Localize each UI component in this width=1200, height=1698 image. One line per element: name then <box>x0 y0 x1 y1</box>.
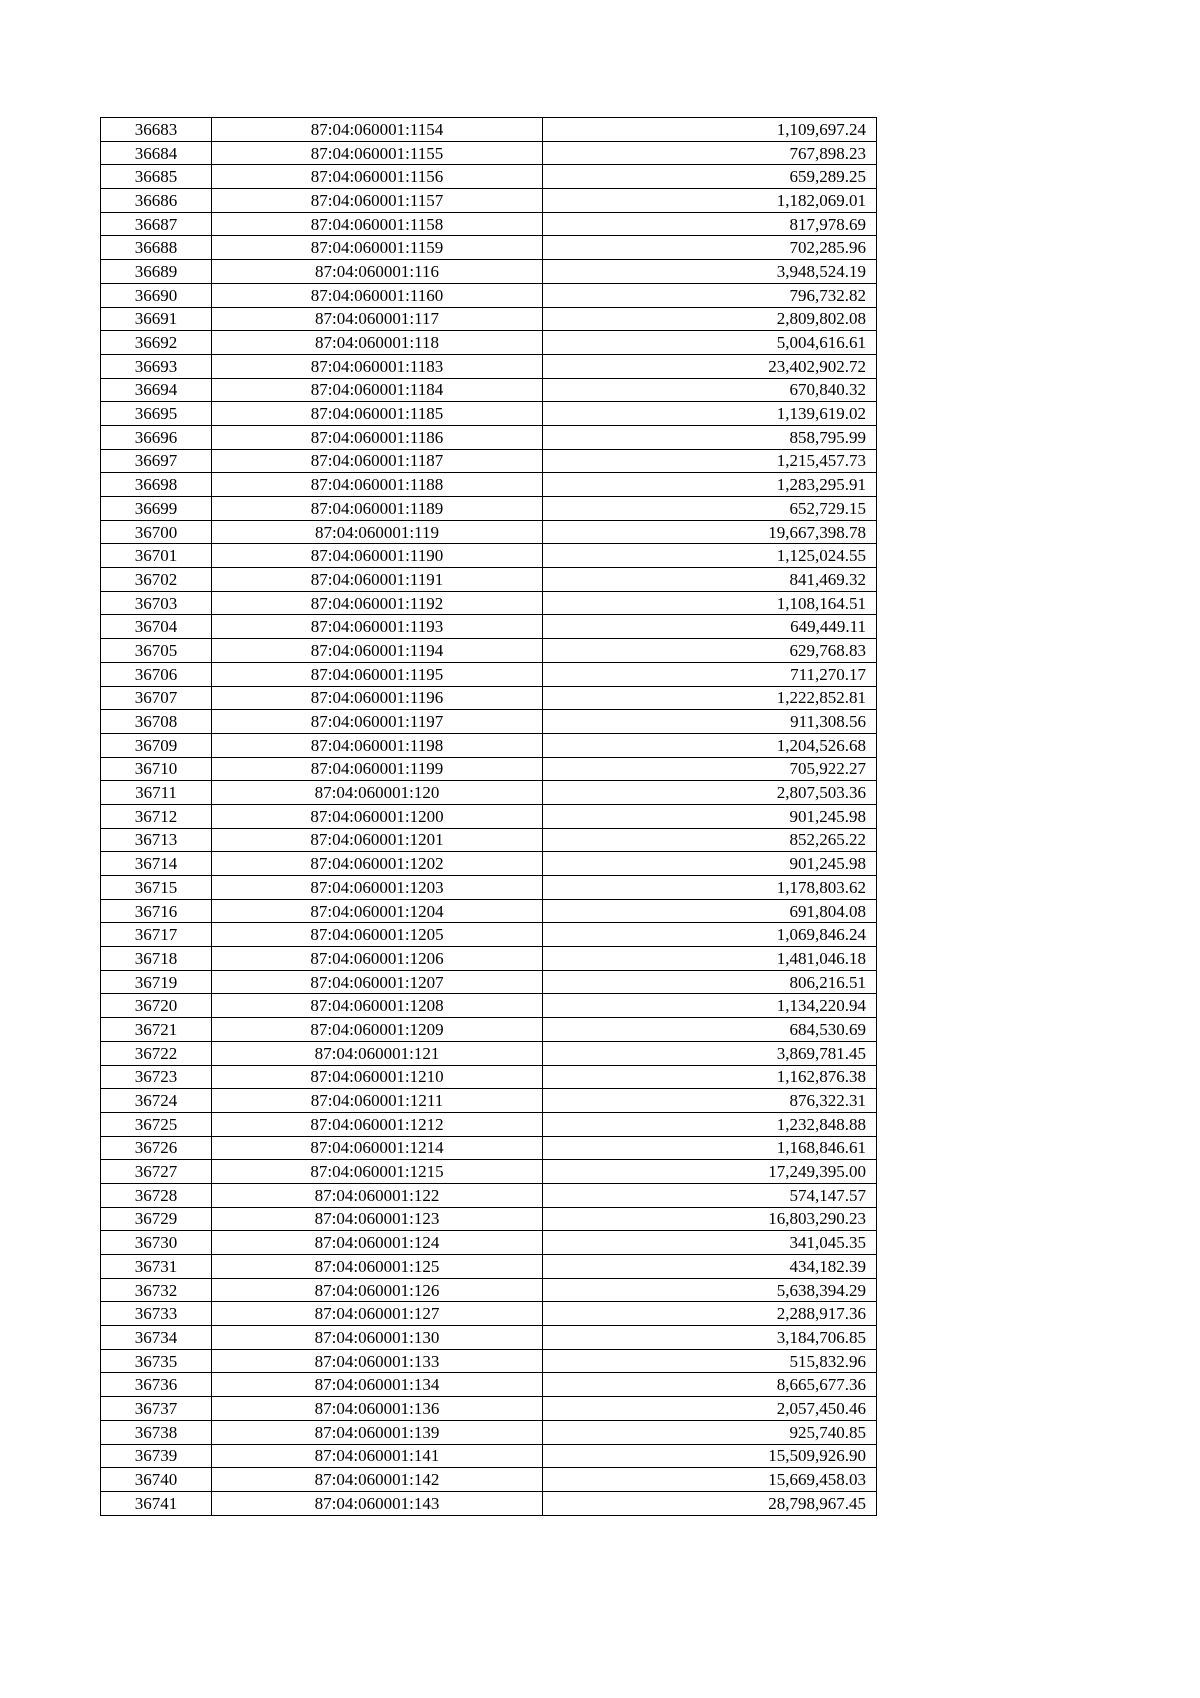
table-row <box>101 1468 877 1492</box>
table-row <box>101 733 877 757</box>
value-cell: 702,285.96 <box>543 236 877 260</box>
row-number-cell: 36710 <box>101 757 212 781</box>
row-number-cell: 36697 <box>101 449 212 473</box>
cadastral-number-cell: 87:04:060001:1188 <box>212 473 543 497</box>
table-row <box>101 425 877 449</box>
cadastral-number-cell: 87:04:060001:118 <box>212 331 543 355</box>
table-row <box>101 947 877 971</box>
row-number-cell: 36724 <box>101 1089 212 1113</box>
row-number-cell: 36729 <box>101 1207 212 1231</box>
table-row <box>101 236 877 260</box>
table-row <box>101 1397 877 1421</box>
cadastral-number-cell: 87:04:060001:1187 <box>212 449 543 473</box>
row-number-cell: 36716 <box>101 899 212 923</box>
value-cell: 841,469.32 <box>543 568 877 592</box>
row-number-cell: 36689 <box>101 260 212 284</box>
table-row <box>101 1373 877 1397</box>
cadastral-number-cell: 87:04:060001:141 <box>212 1444 543 1468</box>
records-table-body <box>101 118 877 1516</box>
row-number-cell: 36694 <box>101 378 212 402</box>
value-cell: 5,004,616.61 <box>543 331 877 355</box>
row-number-cell: 36732 <box>101 1278 212 1302</box>
value-cell: 670,840.32 <box>543 378 877 402</box>
table-row <box>101 260 877 284</box>
value-cell: 796,732.82 <box>543 283 877 307</box>
row-number-cell: 36736 <box>101 1373 212 1397</box>
value-cell: 691,804.08 <box>543 899 877 923</box>
table-row <box>101 1041 877 1065</box>
table-row <box>101 899 877 923</box>
value-cell: 817,978.69 <box>543 212 877 236</box>
table-row <box>101 1065 877 1089</box>
value-cell: 515,832.96 <box>543 1349 877 1373</box>
cadastral-number-cell: 87:04:060001:1157 <box>212 189 543 213</box>
cadastral-number-cell: 87:04:060001:139 <box>212 1420 543 1444</box>
value-cell: 1,283,295.91 <box>543 473 877 497</box>
table-row <box>101 520 877 544</box>
value-cell: 711,270.17 <box>543 662 877 686</box>
row-number-cell: 36684 <box>101 141 212 165</box>
cadastral-number-cell: 87:04:060001:1215 <box>212 1160 543 1184</box>
row-number-cell: 36709 <box>101 733 212 757</box>
table-row <box>101 757 877 781</box>
row-number-cell: 36698 <box>101 473 212 497</box>
value-cell: 852,265.22 <box>543 828 877 852</box>
value-cell: 15,509,926.90 <box>543 1444 877 1468</box>
table-row <box>101 828 877 852</box>
value-cell: 767,898.23 <box>543 141 877 165</box>
table-row <box>101 1420 877 1444</box>
table-row <box>101 402 877 426</box>
cadastral-number-cell: 87:04:060001:1154 <box>212 118 543 142</box>
value-cell: 901,245.98 <box>543 852 877 876</box>
value-cell: 5,638,394.29 <box>543 1278 877 1302</box>
table-row <box>101 141 877 165</box>
table-row <box>101 1231 877 1255</box>
cadastral-number-cell: 87:04:060001:1209 <box>212 1018 543 1042</box>
value-cell: 2,288,917.36 <box>543 1302 877 1326</box>
table-row <box>101 970 877 994</box>
value-cell: 2,057,450.46 <box>543 1397 877 1421</box>
value-cell: 1,481,046.18 <box>543 947 877 971</box>
row-number-cell: 36722 <box>101 1041 212 1065</box>
value-cell: 806,216.51 <box>543 970 877 994</box>
table-row <box>101 544 877 568</box>
cadastral-number-cell: 87:04:060001:119 <box>212 520 543 544</box>
row-number-cell: 36726 <box>101 1136 212 1160</box>
table-row <box>101 1183 877 1207</box>
cadastral-number-cell: 87:04:060001:1203 <box>212 876 543 900</box>
cadastral-number-cell: 87:04:060001:1186 <box>212 425 543 449</box>
row-number-cell: 36727 <box>101 1160 212 1184</box>
value-cell: 1,134,220.94 <box>543 994 877 1018</box>
row-number-cell: 36688 <box>101 236 212 260</box>
value-cell: 1,182,069.01 <box>543 189 877 213</box>
table-row <box>101 165 877 189</box>
table-row <box>101 1278 877 1302</box>
row-number-cell: 36719 <box>101 970 212 994</box>
table-row <box>101 710 877 734</box>
cadastral-number-cell: 87:04:060001:117 <box>212 307 543 331</box>
cadastral-number-cell: 87:04:060001:1204 <box>212 899 543 923</box>
cadastral-number-cell: 87:04:060001:143 <box>212 1491 543 1515</box>
row-number-cell: 36706 <box>101 662 212 686</box>
table-row <box>101 378 877 402</box>
cadastral-number-cell: 87:04:060001:123 <box>212 1207 543 1231</box>
value-cell: 434,182.39 <box>543 1255 877 1279</box>
table-row <box>101 568 877 592</box>
table-row <box>101 804 877 828</box>
row-number-cell: 36738 <box>101 1420 212 1444</box>
value-cell: 17,249,395.00 <box>543 1160 877 1184</box>
cadastral-number-cell: 87:04:060001:127 <box>212 1302 543 1326</box>
table-row <box>101 1160 877 1184</box>
table-row <box>101 591 877 615</box>
value-cell: 1,168,846.61 <box>543 1136 877 1160</box>
value-cell: 23,402,902.72 <box>543 354 877 378</box>
table-row <box>101 1302 877 1326</box>
value-cell: 684,530.69 <box>543 1018 877 1042</box>
table-row <box>101 473 877 497</box>
value-cell: 705,922.27 <box>543 757 877 781</box>
row-number-cell: 36720 <box>101 994 212 1018</box>
cadastral-number-cell: 87:04:060001:120 <box>212 781 543 805</box>
row-number-cell: 36737 <box>101 1397 212 1421</box>
value-cell: 876,322.31 <box>543 1089 877 1113</box>
value-cell: 1,069,846.24 <box>543 923 877 947</box>
value-cell: 1,178,803.62 <box>543 876 877 900</box>
row-number-cell: 36728 <box>101 1183 212 1207</box>
row-number-cell: 36725 <box>101 1112 212 1136</box>
table-row <box>101 331 877 355</box>
table-row <box>101 1349 877 1373</box>
cadastral-number-cell: 87:04:060001:136 <box>212 1397 543 1421</box>
cadastral-number-cell: 87:04:060001:1184 <box>212 378 543 402</box>
table-row <box>101 1112 877 1136</box>
value-cell: 925,740.85 <box>543 1420 877 1444</box>
row-number-cell: 36723 <box>101 1065 212 1089</box>
cadastral-number-cell: 87:04:060001:116 <box>212 260 543 284</box>
value-cell: 574,147.57 <box>543 1183 877 1207</box>
table-row <box>101 1089 877 1113</box>
value-cell: 15,669,458.03 <box>543 1468 877 1492</box>
table-row <box>101 923 877 947</box>
value-cell: 1,125,024.55 <box>543 544 877 568</box>
value-cell: 1,222,852.81 <box>543 686 877 710</box>
row-number-cell: 36700 <box>101 520 212 544</box>
table-row <box>101 449 877 473</box>
row-number-cell: 36686 <box>101 189 212 213</box>
cadastral-number-cell: 87:04:060001:126 <box>212 1278 543 1302</box>
cadastral-number-cell: 87:04:060001:1206 <box>212 947 543 971</box>
value-cell: 911,308.56 <box>543 710 877 734</box>
row-number-cell: 36730 <box>101 1231 212 1255</box>
value-cell: 1,162,876.38 <box>543 1065 877 1089</box>
table-row <box>101 497 877 521</box>
row-number-cell: 36704 <box>101 615 212 639</box>
row-number-cell: 36693 <box>101 354 212 378</box>
row-number-cell: 36707 <box>101 686 212 710</box>
cadastral-number-cell: 87:04:060001:1183 <box>212 354 543 378</box>
table-row <box>101 852 877 876</box>
cadastral-number-cell: 87:04:060001:1200 <box>212 804 543 828</box>
cadastral-number-cell: 87:04:060001:1158 <box>212 212 543 236</box>
value-cell: 28,798,967.45 <box>543 1491 877 1515</box>
table-row <box>101 876 877 900</box>
cadastral-number-cell: 87:04:060001:1159 <box>212 236 543 260</box>
row-number-cell: 36711 <box>101 781 212 805</box>
cadastral-number-cell: 87:04:060001:1205 <box>212 923 543 947</box>
value-cell: 652,729.15 <box>543 497 877 521</box>
table-row <box>101 781 877 805</box>
table-row <box>101 212 877 236</box>
table-row <box>101 354 877 378</box>
cadastral-number-cell: 87:04:060001:1191 <box>212 568 543 592</box>
table-row <box>101 639 877 663</box>
cadastral-number-cell: 87:04:060001:1185 <box>212 402 543 426</box>
cadastral-number-cell: 87:04:060001:121 <box>212 1041 543 1065</box>
row-number-cell: 36687 <box>101 212 212 236</box>
row-number-cell: 36739 <box>101 1444 212 1468</box>
row-number-cell: 36685 <box>101 165 212 189</box>
value-cell: 2,807,503.36 <box>543 781 877 805</box>
value-cell: 1,108,164.51 <box>543 591 877 615</box>
value-cell: 1,139,619.02 <box>543 402 877 426</box>
value-cell: 649,449.11 <box>543 615 877 639</box>
cadastral-number-cell: 87:04:060001:1211 <box>212 1089 543 1113</box>
cadastral-number-cell: 87:04:060001:1192 <box>212 591 543 615</box>
row-number-cell: 36683 <box>101 118 212 142</box>
value-cell: 1,204,526.68 <box>543 733 877 757</box>
value-cell: 3,948,524.19 <box>543 260 877 284</box>
table-row <box>101 1444 877 1468</box>
cadastral-number-cell: 87:04:060001:1210 <box>212 1065 543 1089</box>
value-cell: 629,768.83 <box>543 639 877 663</box>
row-number-cell: 36740 <box>101 1468 212 1492</box>
value-cell: 3,869,781.45 <box>543 1041 877 1065</box>
row-number-cell: 36708 <box>101 710 212 734</box>
cadastral-number-cell: 87:04:060001:142 <box>212 1468 543 1492</box>
value-cell: 858,795.99 <box>543 425 877 449</box>
row-number-cell: 36733 <box>101 1302 212 1326</box>
cadastral-number-cell: 87:04:060001:130 <box>212 1326 543 1350</box>
cadastral-number-cell: 87:04:060001:1155 <box>212 141 543 165</box>
cadastral-number-cell: 87:04:060001:125 <box>212 1255 543 1279</box>
table-row <box>101 1207 877 1231</box>
cadastral-number-cell: 87:04:060001:1160 <box>212 283 543 307</box>
table-row <box>101 1018 877 1042</box>
value-cell: 1,109,697.24 <box>543 118 877 142</box>
cadastral-number-cell: 87:04:060001:122 <box>212 1183 543 1207</box>
row-number-cell: 36701 <box>101 544 212 568</box>
cadastral-number-cell: 87:04:060001:1156 <box>212 165 543 189</box>
row-number-cell: 36699 <box>101 497 212 521</box>
cadastral-number-cell: 87:04:060001:1196 <box>212 686 543 710</box>
row-number-cell: 36717 <box>101 923 212 947</box>
cadastral-number-cell: 87:04:060001:1190 <box>212 544 543 568</box>
row-number-cell: 36691 <box>101 307 212 331</box>
cadastral-number-cell: 87:04:060001:1193 <box>212 615 543 639</box>
row-number-cell: 36695 <box>101 402 212 426</box>
value-cell: 8,665,677.36 <box>543 1373 877 1397</box>
value-cell: 16,803,290.23 <box>543 1207 877 1231</box>
row-number-cell: 36735 <box>101 1349 212 1373</box>
table-row <box>101 686 877 710</box>
records-table <box>100 117 877 1516</box>
cadastral-number-cell: 87:04:060001:124 <box>212 1231 543 1255</box>
cadastral-number-cell: 87:04:060001:1207 <box>212 970 543 994</box>
table-row <box>101 994 877 1018</box>
cadastral-number-cell: 87:04:060001:1214 <box>212 1136 543 1160</box>
table-row <box>101 1255 877 1279</box>
cadastral-number-cell: 87:04:060001:1202 <box>212 852 543 876</box>
cadastral-number-cell: 87:04:060001:133 <box>212 1349 543 1373</box>
cadastral-number-cell: 87:04:060001:1197 <box>212 710 543 734</box>
cadastral-number-cell: 87:04:060001:1195 <box>212 662 543 686</box>
cadastral-number-cell: 87:04:060001:1212 <box>212 1112 543 1136</box>
row-number-cell: 36712 <box>101 804 212 828</box>
row-number-cell: 36718 <box>101 947 212 971</box>
row-number-cell: 36702 <box>101 568 212 592</box>
table-row <box>101 283 877 307</box>
table-row <box>101 615 877 639</box>
row-number-cell: 36731 <box>101 1255 212 1279</box>
value-cell: 19,667,398.78 <box>543 520 877 544</box>
value-cell: 659,289.25 <box>543 165 877 189</box>
table-row <box>101 118 877 142</box>
cadastral-number-cell: 87:04:060001:1201 <box>212 828 543 852</box>
value-cell: 1,232,848.88 <box>543 1112 877 1136</box>
row-number-cell: 36703 <box>101 591 212 615</box>
row-number-cell: 36715 <box>101 876 212 900</box>
table-row <box>101 1491 877 1515</box>
value-cell: 341,045.35 <box>543 1231 877 1255</box>
cadastral-number-cell: 87:04:060001:1194 <box>212 639 543 663</box>
table-row <box>101 662 877 686</box>
row-number-cell: 36696 <box>101 425 212 449</box>
cadastral-number-cell: 87:04:060001:1208 <box>212 994 543 1018</box>
table-row <box>101 189 877 213</box>
row-number-cell: 36741 <box>101 1491 212 1515</box>
table-row <box>101 1326 877 1350</box>
cadastral-number-cell: 87:04:060001:1199 <box>212 757 543 781</box>
value-cell: 1,215,457.73 <box>543 449 877 473</box>
cadastral-number-cell: 87:04:060001:134 <box>212 1373 543 1397</box>
value-cell: 2,809,802.08 <box>543 307 877 331</box>
row-number-cell: 36713 <box>101 828 212 852</box>
value-cell: 901,245.98 <box>543 804 877 828</box>
row-number-cell: 36734 <box>101 1326 212 1350</box>
row-number-cell: 36705 <box>101 639 212 663</box>
cadastral-number-cell: 87:04:060001:1189 <box>212 497 543 521</box>
row-number-cell: 36721 <box>101 1018 212 1042</box>
row-number-cell: 36714 <box>101 852 212 876</box>
cadastral-number-cell: 87:04:060001:1198 <box>212 733 543 757</box>
table-row <box>101 1136 877 1160</box>
row-number-cell: 36690 <box>101 283 212 307</box>
row-number-cell: 36692 <box>101 331 212 355</box>
table-row <box>101 307 877 331</box>
value-cell: 3,184,706.85 <box>543 1326 877 1350</box>
